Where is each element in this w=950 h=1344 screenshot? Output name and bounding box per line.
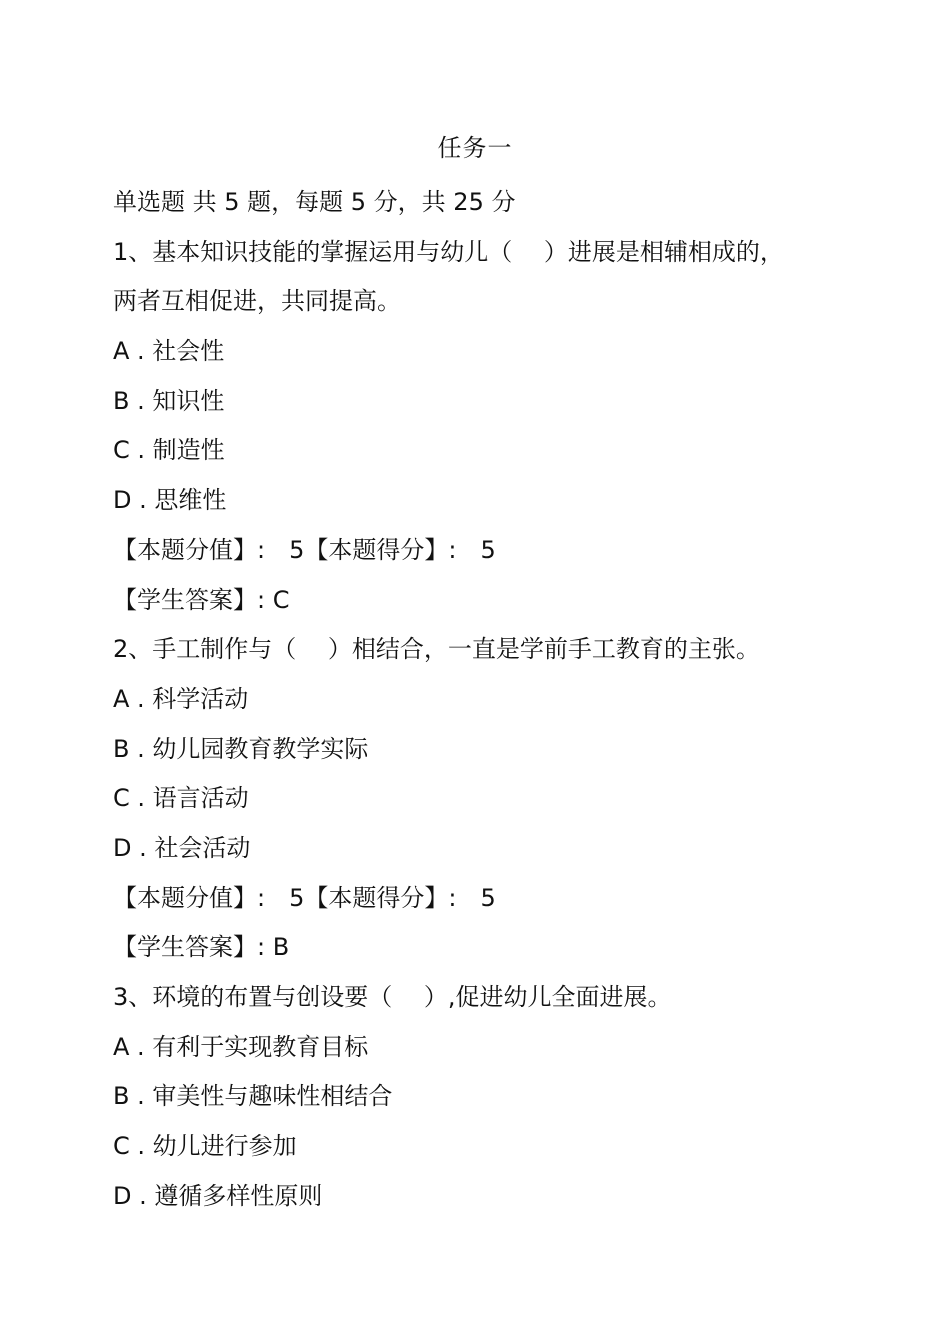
question-2 (113, 625, 853, 973)
score-line: 【本题分值】: 5【本题得分】: 5 (113, 883, 496, 912)
student-answer: 【学生答案】: B (113, 933, 290, 962)
section-header: 单选题 共 5 题，每题 5 分，共 25 分 (113, 188, 516, 216)
option-d: D . 遵循多样性原则 (113, 1181, 323, 1210)
option-b: B . 审美性与趣味性相结合 (113, 1082, 393, 1111)
option-d: D . 思维性 (113, 486, 227, 515)
question-stem: 3、环境的布置与创设要（ ）,促进幼儿全面进展。 (113, 983, 672, 1011)
document-body (113, 178, 853, 1221)
document-title: 任务一 (437, 134, 513, 162)
question-stem-continued: 两者互相促进，共同提高。 (113, 287, 401, 316)
question-3 (113, 973, 853, 1221)
option-c: C . 语言活动 (113, 784, 249, 813)
score-line: 【本题分值】: 5【本题得分】: 5 (113, 535, 496, 564)
option-a: A . 科学活动 (113, 684, 249, 713)
option-b: B . 幼儿园教育教学实际 (113, 734, 369, 763)
option-c: C . 幼儿进行参加 (113, 1132, 297, 1161)
question-stem: 2、手工制作与（ ）相结合，一直是学前手工教育的主张。 (113, 635, 760, 664)
option-a: A . 有利于实现教育目标 (113, 1032, 369, 1061)
option-c: C . 制造性 (113, 436, 225, 465)
option-b: B . 知识性 (113, 386, 225, 415)
student-answer: 【学生答案】: C (113, 585, 290, 614)
option-d: D . 社会活动 (113, 833, 251, 862)
option-a: A . 社会性 (113, 337, 225, 366)
question-1 (113, 228, 853, 626)
question-stem: 1、基本知识技能的掌握运用与幼儿（ ）进展是相辅相成的， (113, 237, 784, 266)
